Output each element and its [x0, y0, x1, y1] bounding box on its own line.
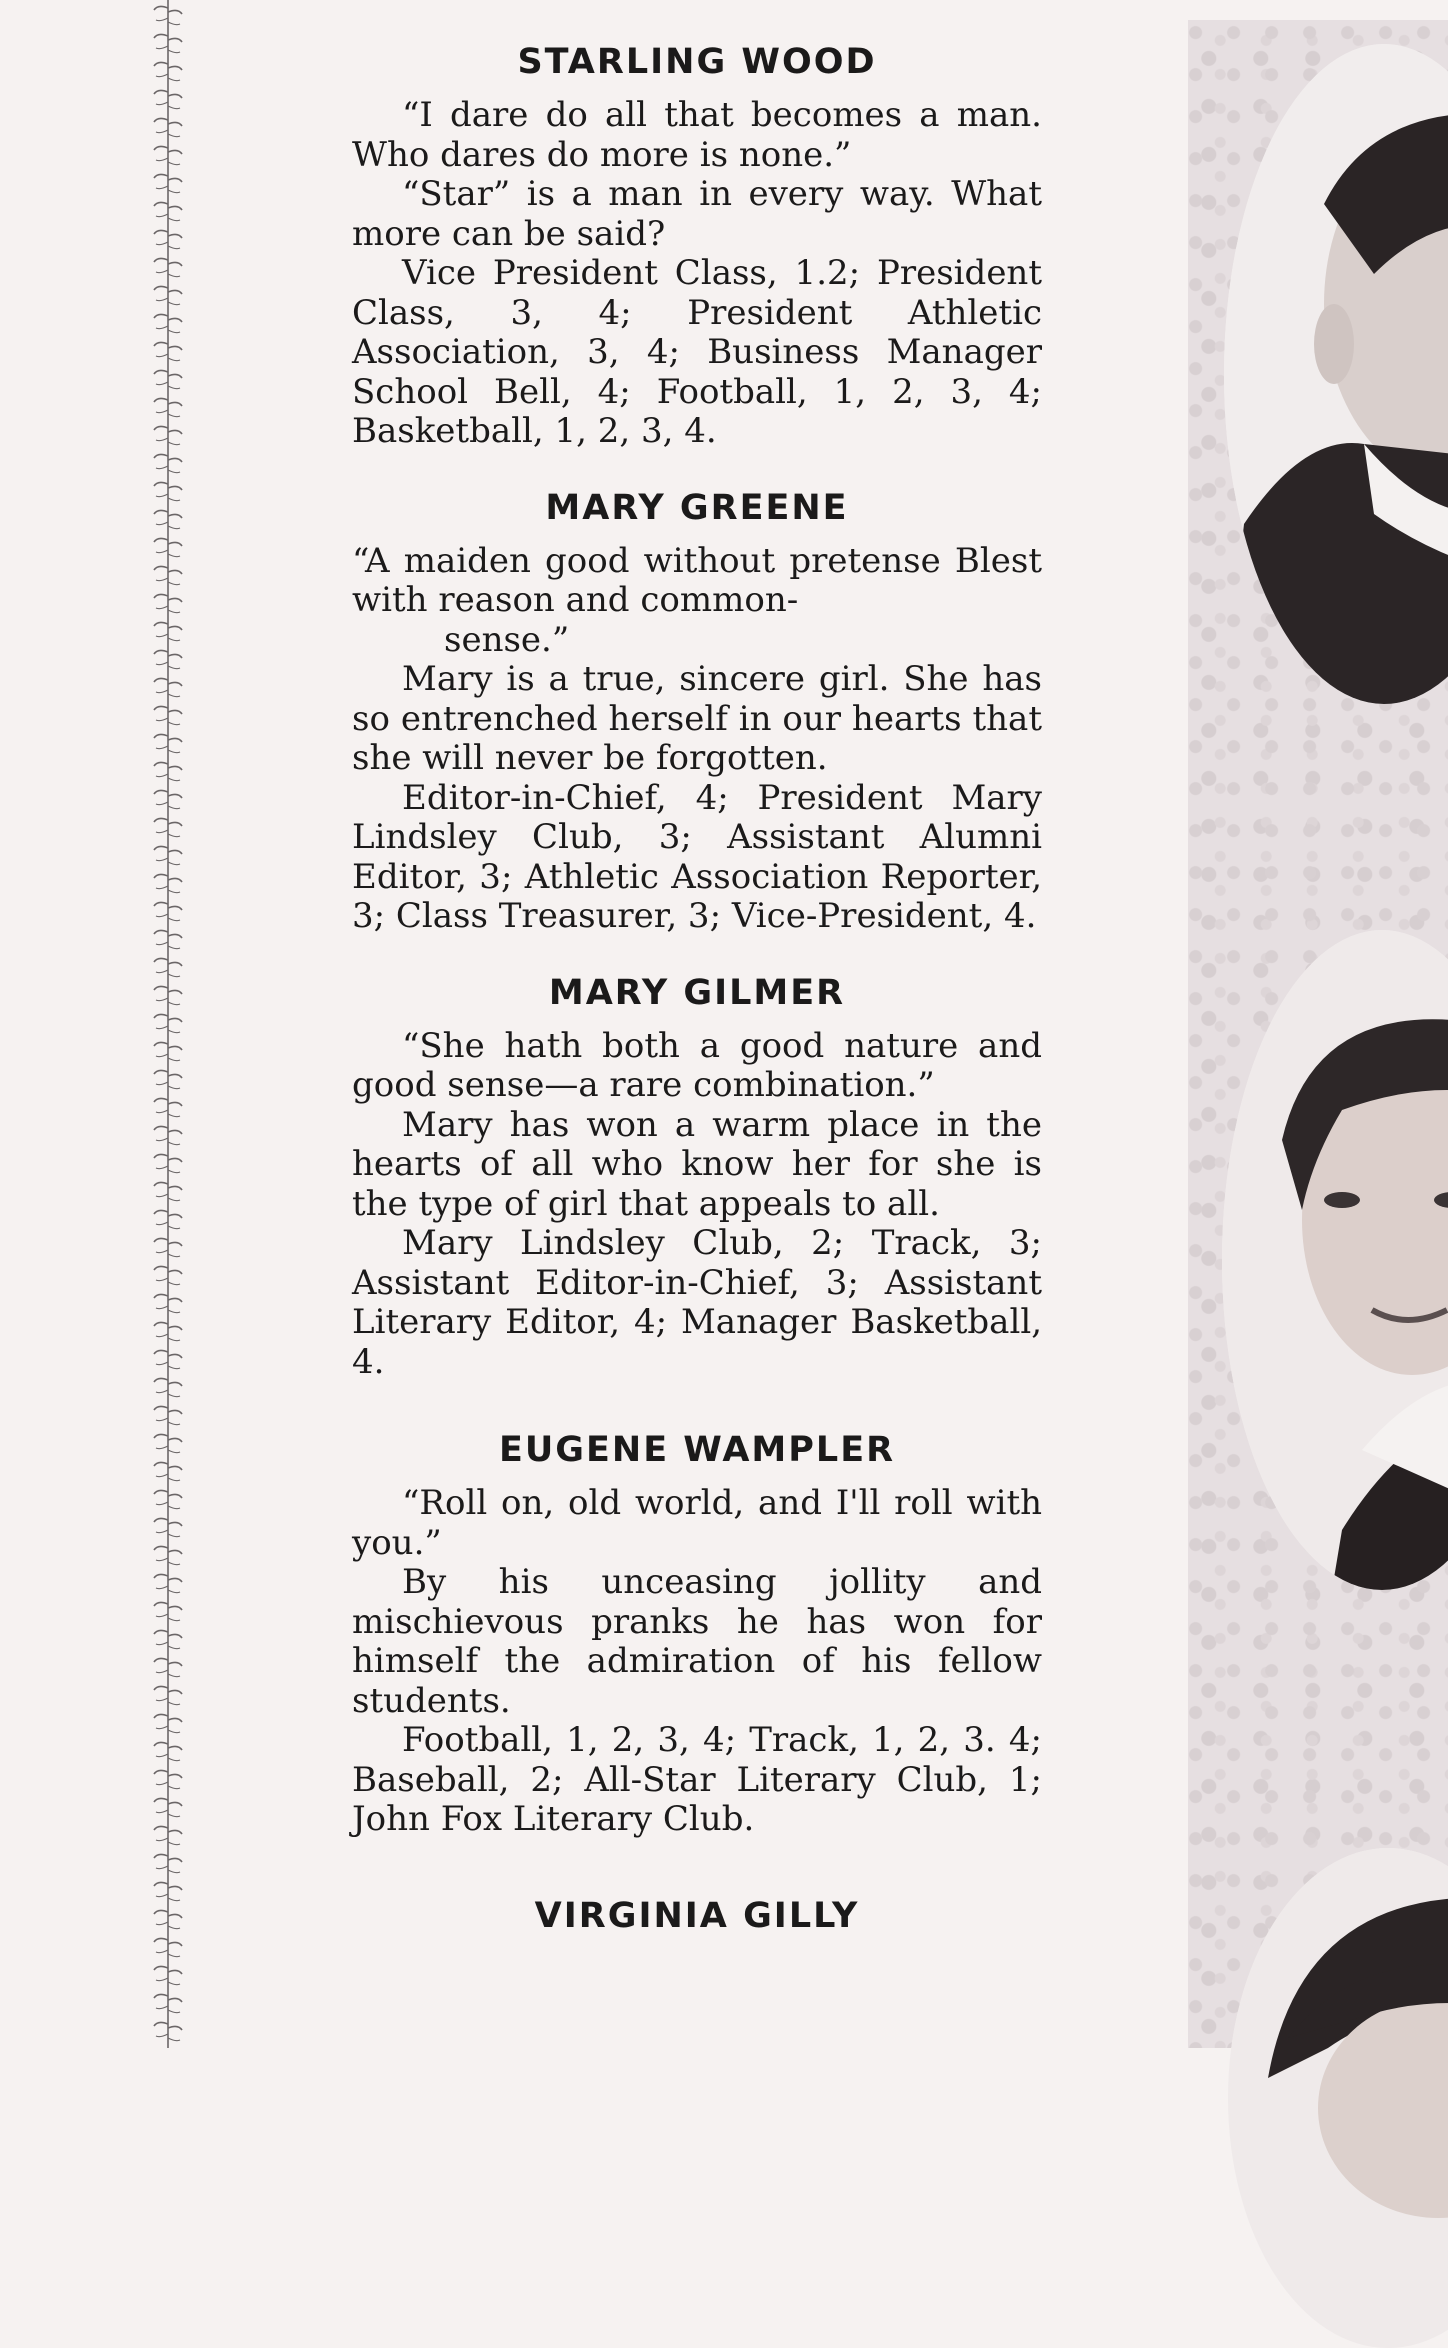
vine-border-icon	[148, 0, 188, 2048]
entry-starling-wood	[352, 36, 1042, 452]
entry-description: Mary is a true, sincere girl. She has so entrenched herself in our hearts that she will never be forgotten.	[352, 659, 1042, 778]
entry-mary-gilmer	[352, 967, 1042, 1383]
entry-eugene-wampler	[352, 1424, 1042, 1840]
portrait-boy-icon	[1224, 44, 1448, 704]
entry-name: STARLING WOOD	[517, 42, 877, 82]
entry-mary-greene	[352, 482, 1042, 937]
entry-name: MARY GILMER	[548, 972, 846, 1013]
entry-name: EUGENE WAMPLER	[498, 1430, 896, 1470]
entry-activities: Vice President Class, 1.2; President Class, 3, 4; President Athletic Association, 3, 4; Business Manager School Bell, 4; Football, 1, 2, 3, 4; Basketball, 1, 2, 3, 4.	[352, 253, 1042, 451]
entry-quote: “I dare do all that becomes a man. Who dares do more is none.”	[352, 95, 1042, 175]
portrait-girl-icon	[1228, 1848, 1448, 2348]
entry-quote: “Roll on, old world, and I'll roll with you.”	[352, 1483, 1042, 1563]
entry-activities: Football, 1, 2, 3, 4; Track, 1, 2, 3. 4; Baseball, 2; All-Star Literary Club, 1; John Fox Literary Club.	[352, 1720, 1042, 1839]
entry-name: VIRGINIA GILLY	[534, 1895, 860, 1936]
entry-activities: Mary Lindsley Club, 2; Track, 3; Assistant Editor-in-Chief, 3; Assistant Literary Editor, 4; Manager Basketball, 4.	[352, 1223, 1042, 1382]
entry-quote: “She hath both a good nature and good sense—a rare combination.”	[352, 1025, 1042, 1105]
entry-quote-continued: sense.”	[444, 619, 570, 660]
entry-description: “Star” is a man in every way. What more can be said?	[352, 174, 1042, 254]
photo-strip	[1188, 20, 1448, 2048]
text-column	[352, 36, 1042, 1950]
entry-activities: Editor-in-Chief, 4; President Mary Lindsley Club, 3; Assistant Alumni Editor, 3; Athletic Association Reporter, 3; Class Treasurer, 3; Vice-President, 4.	[352, 777, 1042, 936]
entry-virginia-gilly	[352, 1890, 1042, 1942]
entry-quote: “A maiden good without pretense Blest with reason and common-	[352, 540, 1042, 620]
entry-description: By his unceasing jollity and mischievous pranks he has won for himself the admiration of his fellow students.	[352, 1562, 1042, 1721]
entry-description: Mary has won a warm place in the hearts of all who know her for she is the type of girl that appeals to all.	[352, 1104, 1042, 1224]
portrait-girl-icon	[1222, 930, 1448, 1590]
entry-name: MARY GREENE	[545, 487, 849, 528]
